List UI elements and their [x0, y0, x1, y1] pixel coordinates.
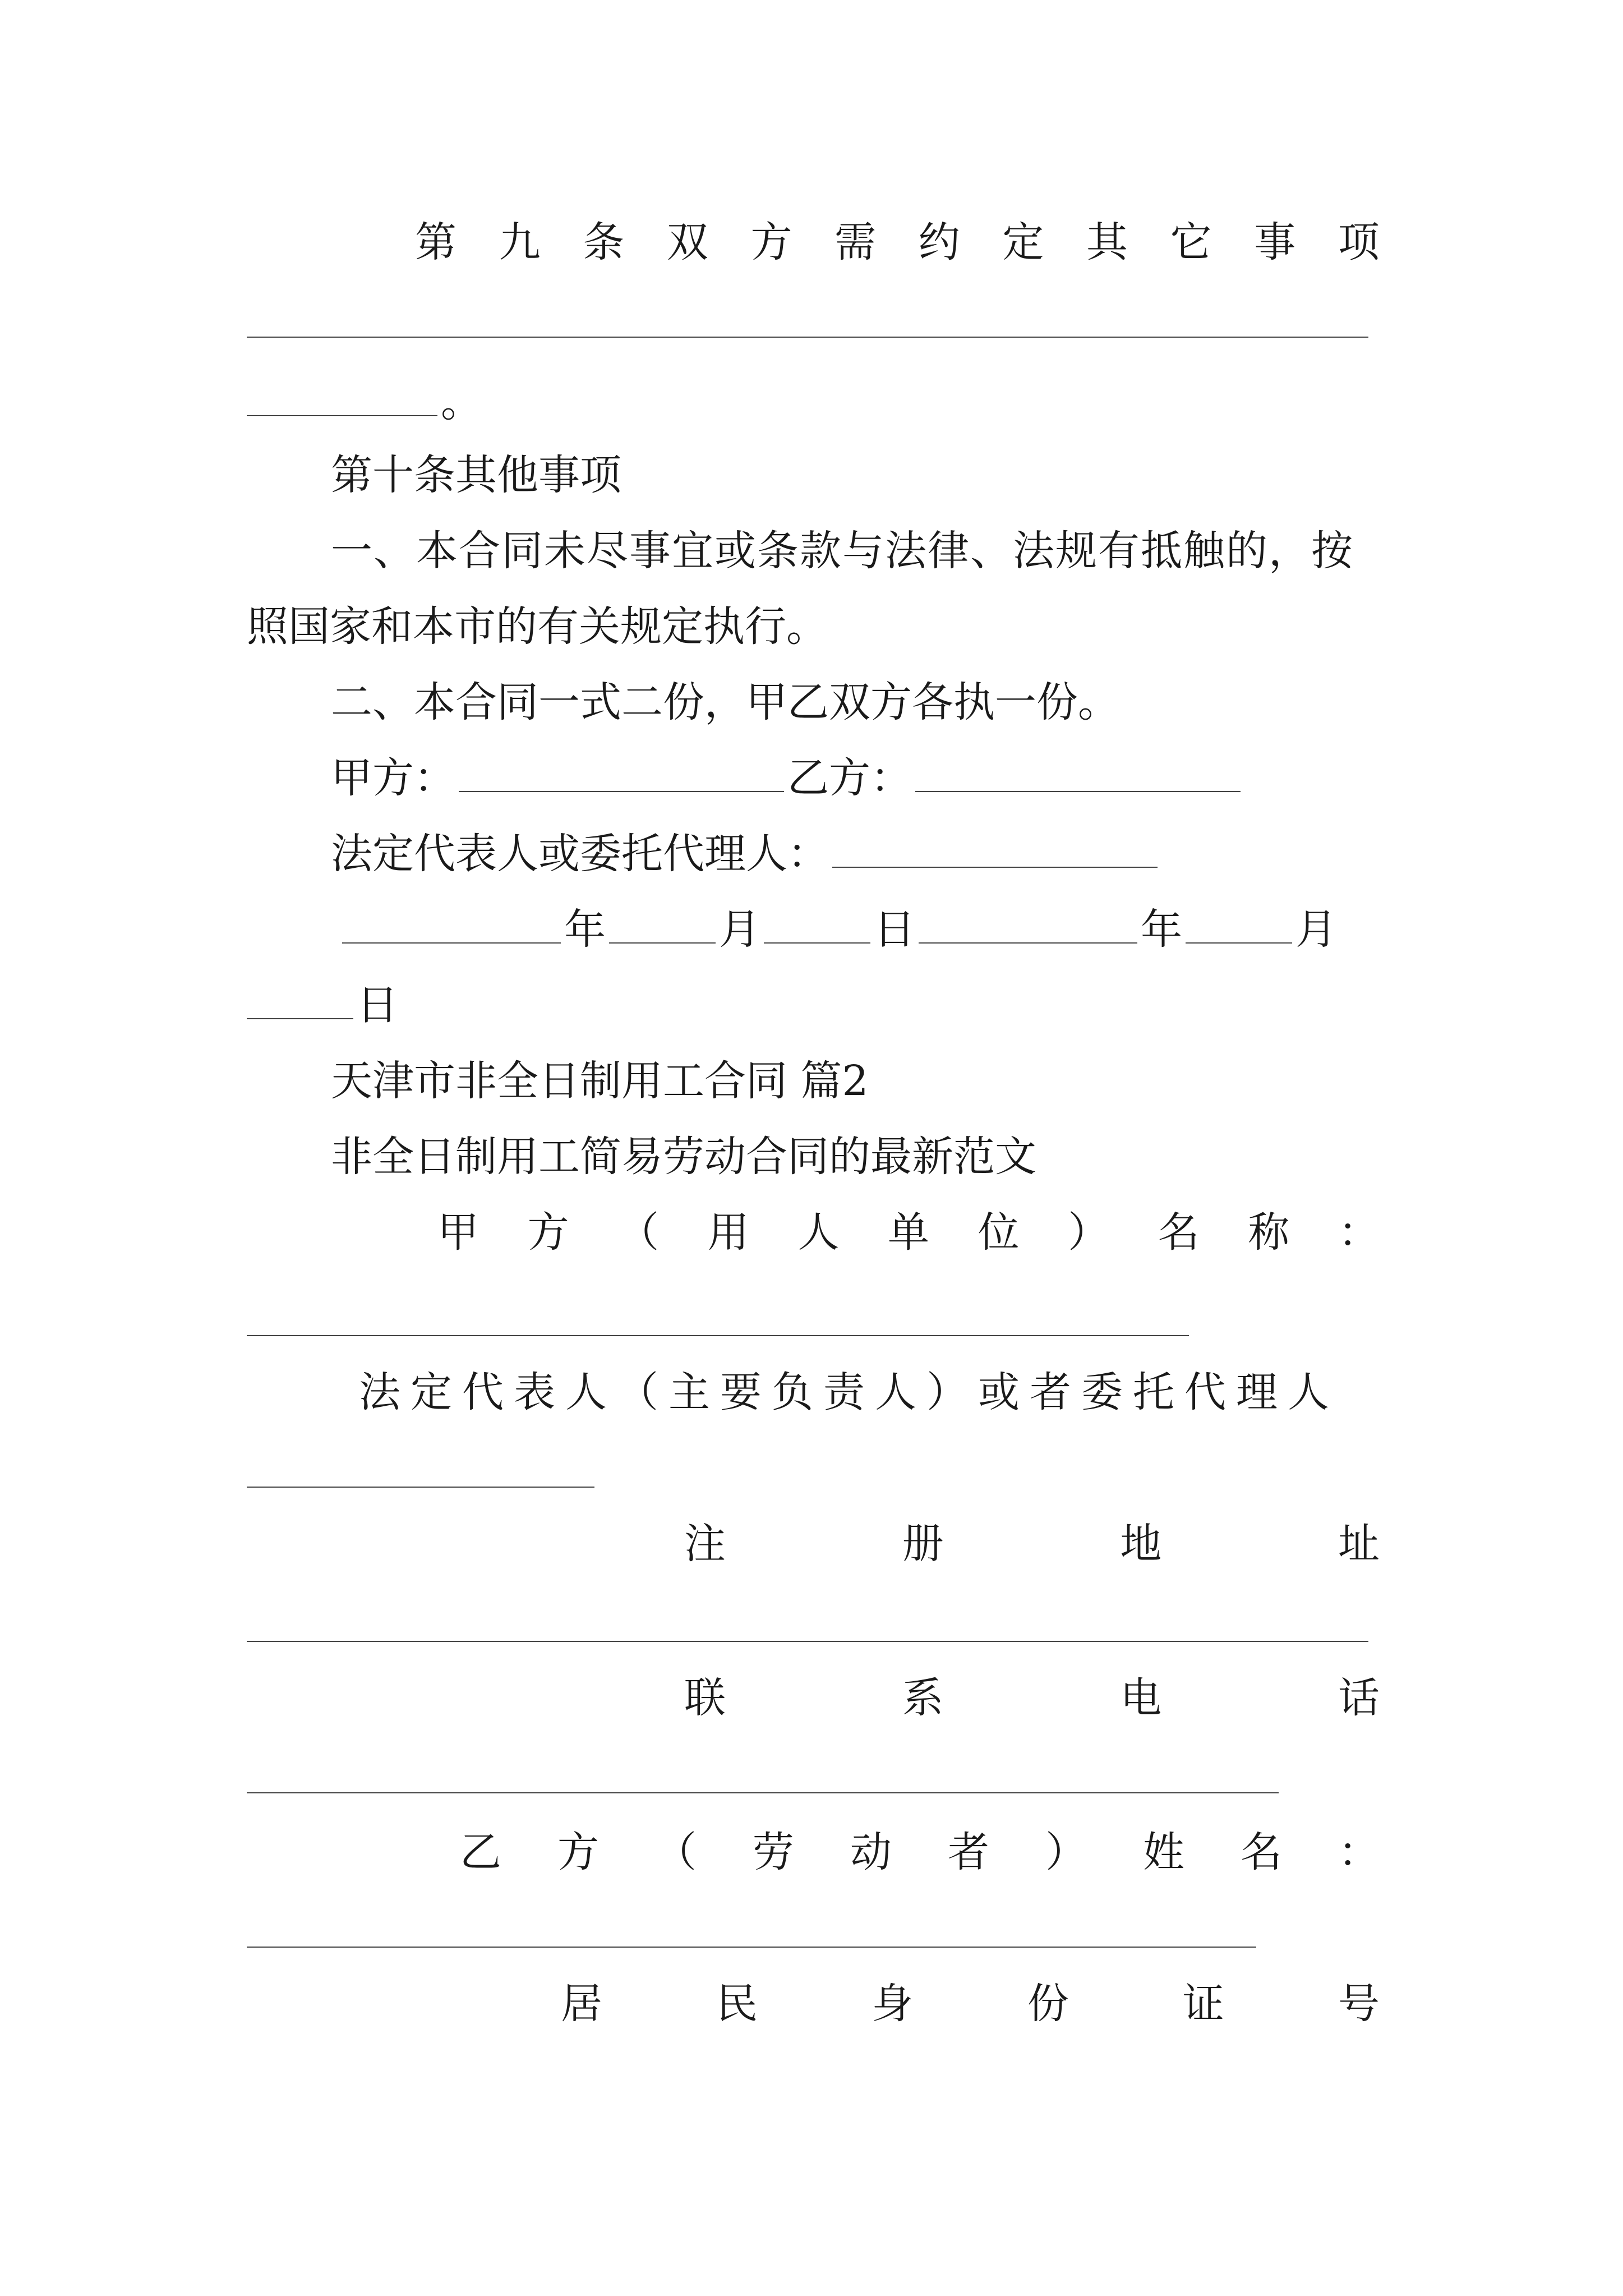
worker-name-char: 者	[948, 1828, 989, 1876]
employer-name-char: 甲	[437, 1208, 479, 1257]
address-char: 册	[902, 1520, 944, 1568]
employer-name-char: 方	[527, 1208, 569, 1257]
legal-rep-blank	[832, 867, 1158, 868]
employer-name-char: 单	[887, 1208, 929, 1257]
period: 。	[441, 378, 482, 426]
worker-name-char: 动	[850, 1828, 892, 1876]
clause-9-char: 双	[666, 218, 708, 266]
employer-name-char: 用	[707, 1208, 749, 1257]
clause-9-char: 九	[499, 218, 541, 266]
employer-name-char: 位	[978, 1208, 1020, 1257]
day-label-2: 日	[357, 981, 398, 1029]
month-blank	[609, 942, 716, 944]
worker-name-char: 劳	[753, 1828, 794, 1876]
worker-name-line	[247, 1947, 1256, 1948]
clause-10-heading: 第十条其他事项	[331, 451, 621, 499]
party-a-blank	[459, 791, 784, 792]
worker-name-char: （	[655, 1828, 697, 1876]
day-blank-2	[247, 1018, 353, 1019]
party-b-label: 乙方：	[787, 754, 912, 802]
address-char: 址	[1338, 1520, 1380, 1568]
employer-name-line	[247, 1335, 1189, 1336]
year-blank-2	[919, 942, 1137, 944]
month-blank-2	[1186, 942, 1292, 944]
section-2-title: 天津市非全日制用工合同 篇2	[331, 1057, 869, 1105]
employer-name-label	[437, 1208, 1380, 1257]
worker-name-char: ）	[1045, 1828, 1087, 1876]
clause-9-char: 第	[415, 218, 457, 266]
fill-line	[247, 415, 437, 416]
worker-name-char: 乙	[460, 1828, 501, 1876]
clause-9-heading	[415, 218, 1380, 266]
month-label-2: 月	[1295, 905, 1337, 954]
year-label-2: 年	[1141, 905, 1182, 954]
year-blank	[342, 942, 561, 944]
signature-parties	[331, 754, 1244, 802]
id-number-char: 身	[872, 1980, 914, 2028]
clause-9-fill-end	[247, 378, 482, 426]
day-blank	[764, 942, 870, 944]
phone-char: 电	[1120, 1674, 1162, 1722]
worker-name-char: 方	[557, 1828, 599, 1876]
phone-line	[247, 1792, 1279, 1793]
clause-9-char: 事	[1254, 218, 1296, 266]
id-number-label	[561, 1980, 1380, 2028]
clause-9-char: 条	[583, 218, 625, 266]
year-label: 年	[564, 905, 606, 954]
address-label	[684, 1520, 1380, 1568]
worker-name-char: ：	[1338, 1828, 1380, 1876]
clause-9-char: 其	[1086, 218, 1128, 266]
clause-10-item-1-line-1: 一、本合同未尽事宜或条款与法律、法规有抵触的，按	[331, 527, 1354, 575]
phone-char: 话	[1338, 1674, 1380, 1722]
phone-char: 系	[902, 1674, 944, 1722]
phone-char: 联	[684, 1674, 726, 1722]
address-char: 地	[1120, 1520, 1162, 1568]
employer-name-char: 人	[797, 1208, 840, 1257]
id-number-char: 份	[1027, 1980, 1069, 2028]
id-number-char: 居	[561, 1980, 602, 2028]
signature-legal-rep	[331, 830, 1161, 878]
address-line	[247, 1641, 1368, 1642]
clause-9-char: 需	[834, 218, 877, 266]
signature-date-end	[247, 981, 398, 1029]
employer-name-char: （	[617, 1208, 660, 1257]
clause-9-char: 它	[1170, 218, 1212, 266]
section-2-subtitle: 非全日制用工简易劳动合同的最新范文	[331, 1133, 1036, 1181]
employer-name-char: ：	[1338, 1208, 1380, 1257]
clause-9-char: 项	[1338, 218, 1380, 266]
address-char: 注	[684, 1520, 726, 1568]
clause-9-char: 方	[750, 218, 792, 266]
clause-9-char: 定	[1002, 218, 1044, 266]
clause-9-char: 约	[918, 218, 960, 266]
day-label: 日	[874, 905, 915, 954]
worker-name-char: 名	[1241, 1828, 1282, 1876]
worker-name-char: 姓	[1143, 1828, 1184, 1876]
party-b-blank	[915, 791, 1241, 792]
employer-name-char: 名	[1158, 1208, 1200, 1257]
legal-rep-label: 法定代表人或委托代理人：	[331, 830, 829, 878]
fill-line	[247, 337, 1368, 338]
legal-rep-field-label: 法定代表人（主要负责人）或者委托代理人	[359, 1368, 1339, 1416]
id-number-char: 号	[1338, 1980, 1380, 2028]
clause-10-item-1-line-2: 照国家和本市的有关规定执行。	[247, 602, 828, 651]
signature-dates	[342, 905, 1337, 954]
employer-name-char: 称	[1248, 1208, 1290, 1257]
legal-rep-line	[247, 1487, 594, 1488]
id-number-char: 证	[1182, 1980, 1224, 2028]
phone-label	[684, 1674, 1380, 1722]
employer-name-char: ）	[1068, 1208, 1110, 1257]
id-number-char: 民	[716, 1980, 758, 2028]
worker-name-label	[460, 1828, 1380, 1876]
clause-10-item-2: 二、本合同一式二份，甲乙双方各执一份。	[331, 678, 1119, 726]
party-a-label: 甲方：	[331, 754, 455, 802]
month-label: 月	[719, 905, 760, 954]
